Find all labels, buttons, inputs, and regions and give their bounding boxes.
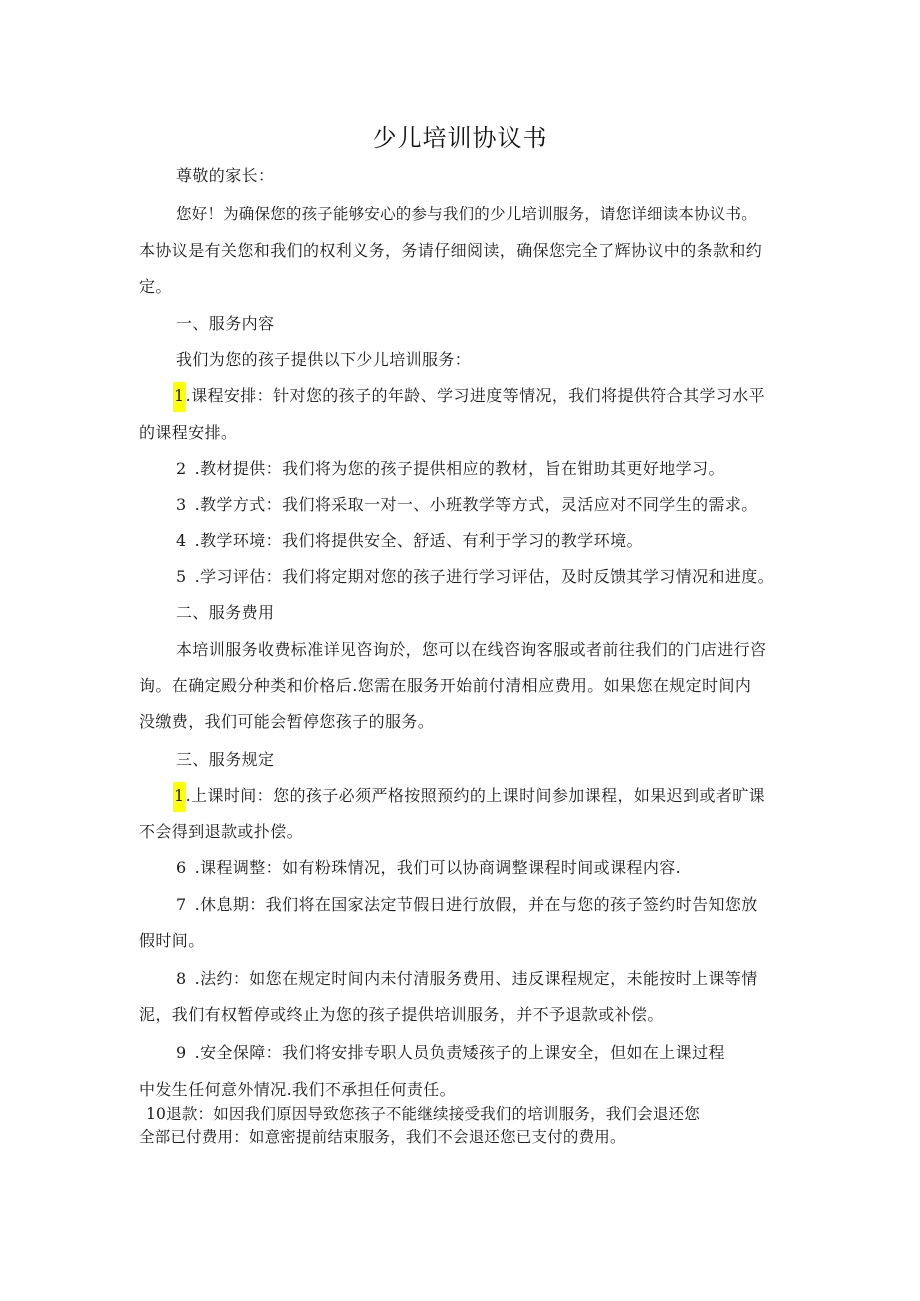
section3-item10-line2: 全部已付费用：如意密提前结束服务，我们不会退还您已支付的费用。	[139, 1128, 626, 1146]
section3-item8-line2: 泥，我们有权暂停或终止为您的孩子提供培训服务，并不予退款或补偿。	[139, 1005, 664, 1024]
intro-line-1: 您好！为确保您的孩子能够安心的参与我们的少儿培训服务，请您详细读本协议书。	[176, 205, 757, 223]
section3-item7-line2: 假时间。	[139, 931, 205, 950]
section2-line-3: 没缴费，我们可能会暂停您孩子的服务。	[139, 712, 435, 731]
section1-item1-line1: 1.课程安排：针对您的孩子的年龄、学习进度等情况，我们将提供符合其学习水平	[173, 386, 765, 412]
highlighted-number: 1	[173, 782, 186, 812]
section2-line-1: 本培训服务收费标准详见咨询於，您可以在线咨询客服或者前往我们的门店进行咨	[176, 640, 767, 659]
section1-heading: 一、服务内容	[176, 314, 275, 333]
page-title: 少儿培训协议书	[372, 124, 548, 152]
section1-item3: 3 .教学方式：我们将采取一对一、小班教学等方式，灵活应对不同学生的需求。	[176, 495, 758, 514]
section1-item1-line2: 的课程安排。	[139, 423, 238, 442]
section3-item1-line1: 1.上课时间：您的孩子必须严格按照预约的上课时间参加课程，如果迟到或者旷课	[173, 786, 765, 812]
greeting: 尊敬的家长：	[176, 166, 275, 185]
section3-item7-line1: 7 .休息期：我们将在国家法定节假日进行放假，并在与您的孩子签约时告知您放	[176, 895, 758, 914]
section3-item6: 6 .课程调整：如有粉珠情况，我们可以协商调整课程时间或课程内容.	[176, 858, 682, 877]
intro-line-3: 定。	[139, 277, 172, 296]
section1-lead: 我们为您的孩子提供以下少儿培训服务：	[176, 350, 472, 369]
section2-line-2: 询。在确定殿分种类和价格后.您需在服务开始前付清相应费用。如果您在规定时间内	[139, 676, 752, 695]
section1-item4: 4 .教学环境：我们将提供安全、舒适、有利于学习的教学环境。	[176, 531, 643, 550]
section3-item10-line1: 10退款：如因我们原因导致您孩子不能继续接受我们的培训服务，我们会退还您	[146, 1105, 700, 1123]
section3-heading: 三、服务规定	[176, 750, 275, 769]
section3-item1-line2: 不会得到退款或扑偿。	[139, 822, 304, 841]
section3-item9-line2: 中发生任何意外情况.我们不承担任何责任。	[139, 1080, 457, 1099]
section3-item8-line1: 8 .法约：如您在规定时间内未付清服务费用、违反课程规定，未能按时上课等情	[176, 969, 758, 988]
highlighted-number: 1	[173, 382, 186, 412]
section1-item5: 5 .学习评估：我们将定期对您的孩子进行学习评估，及时反馈其学习情况和进度。	[176, 567, 775, 586]
intro-line-2: 本协议是有关您和我们的权利义务，务请仔细阅读，确保您完全了辉协议中的条款和约	[139, 241, 763, 260]
section3-item9-line1: 9 .安全保障：我们将安排专职人员负责矮孩子的上课安全，但如在上课过程	[176, 1043, 725, 1062]
section2-heading: 二、服务费用	[176, 603, 275, 622]
section1-item2: 2 .教材提供：我们将为您的孩子提供相应的教材，旨在钳助其更好地学习。	[176, 459, 725, 478]
